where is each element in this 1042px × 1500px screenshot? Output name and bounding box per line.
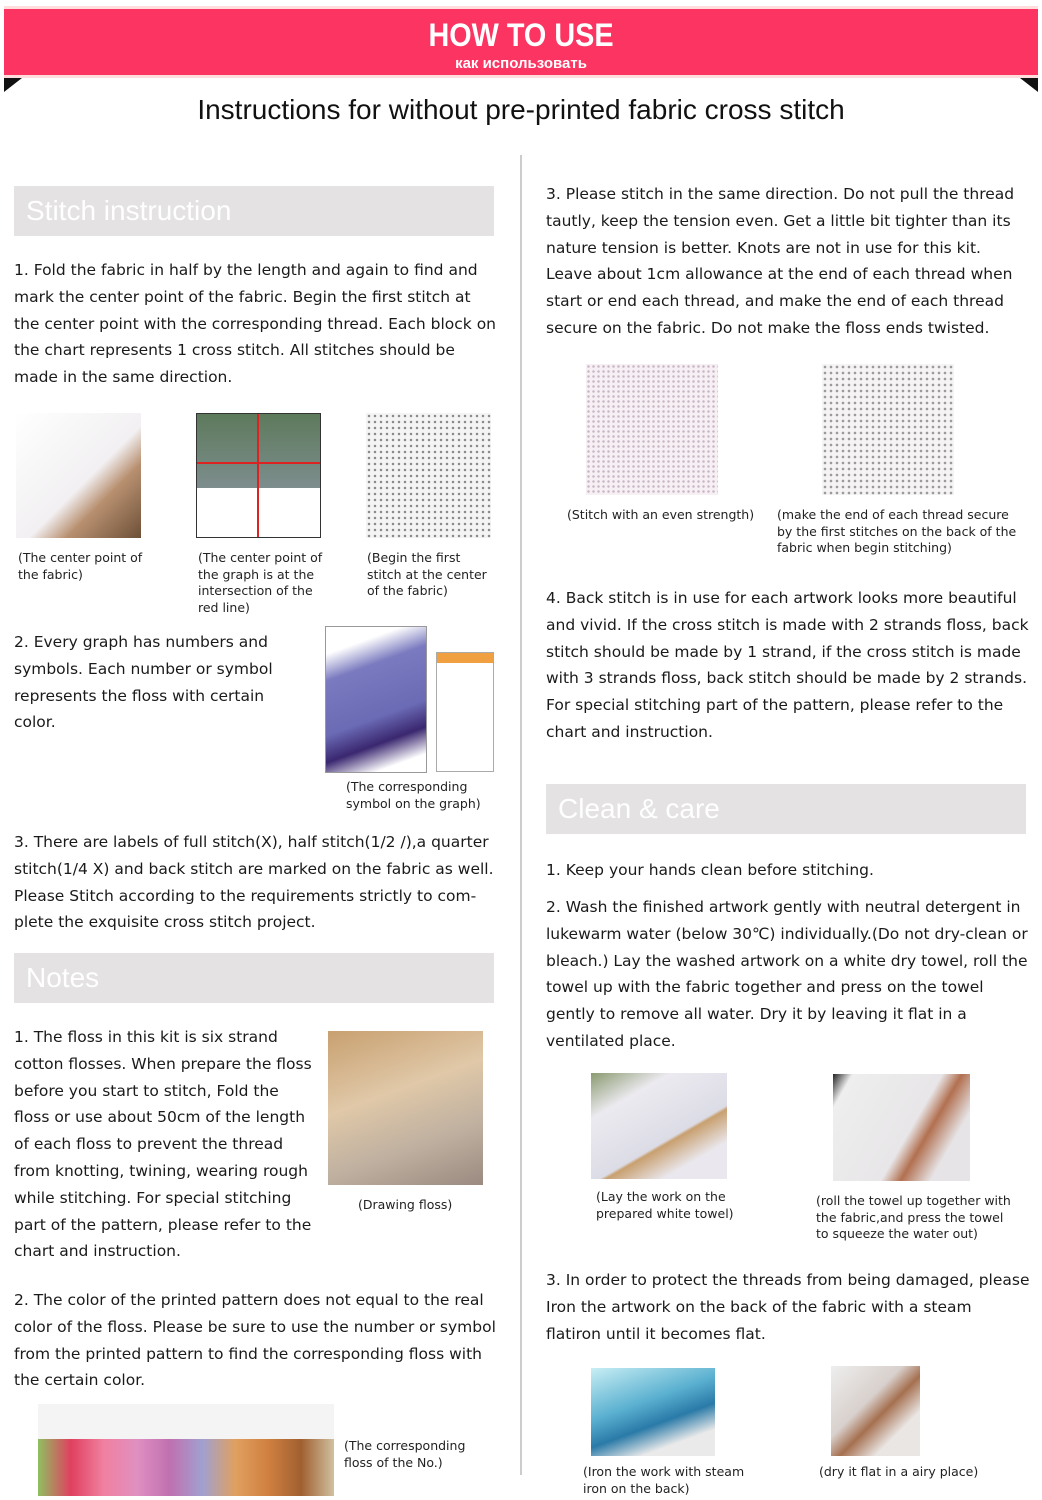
even-strength-photo bbox=[586, 364, 718, 495]
caption-secure-thread: (make the end of each thread secure by the first stitches on the back of the fabric when begin stitching) bbox=[777, 507, 1017, 555]
caption-even-strength: (Stitch with an even strength) bbox=[567, 507, 755, 522]
symbol-graph-image bbox=[325, 626, 427, 773]
caption-floss-number: (The corresponding floss of the No.) bbox=[344, 1438, 466, 1470]
caption-drawing-floss: (Drawing floss) bbox=[358, 1197, 453, 1212]
caption-iron: (Iron the work with steam iron on the back) bbox=[583, 1464, 745, 1496]
needle-fabric-photo bbox=[366, 413, 491, 538]
roll-towel-photo bbox=[833, 1074, 970, 1181]
caption-roll-towel: (roll the towel up together with the fabric,and press the towel to squeeze the water out) bbox=[816, 1193, 1011, 1241]
ribbon-fold-right bbox=[1020, 78, 1038, 92]
stitch-step-1: 1. Fold the fabric in half by the length and again to find and mark the center point of the fabric. Begin the first stitch at the center point with the corresponding thread. Each block on the chart represents 1 cross stitch. All stitches should be made in the same direction. bbox=[14, 261, 497, 387]
banner-subtitle: как использовать bbox=[455, 55, 587, 72]
symbol-key-table bbox=[436, 652, 494, 772]
ribbon-fold-left bbox=[4, 78, 22, 92]
caption-center-graph: (The center point of the graph is at the intersection of the red line) bbox=[198, 550, 323, 615]
notes-heading: Notes bbox=[14, 953, 494, 1003]
drawing-floss-photo bbox=[328, 1031, 483, 1185]
notes-step-1: 1. The floss in this kit is six strand cotton flosses. When prepare the floss before you start to stitch, Fold the floss or use about 50cm of the length of each floss to prevent the thread from knotting, twining, wearing rough while stitching. For special stitching part of the pattern, please refer to the chart and instruction. bbox=[14, 1028, 312, 1261]
column-divider bbox=[520, 155, 522, 1475]
header-banner bbox=[4, 6, 1038, 78]
secure-thread-photo bbox=[822, 364, 954, 495]
graph-center-image bbox=[196, 413, 321, 538]
stitch-step-3b: 3. Please stitch in the same direction. Do not pull the thread tautly, keep the tension even. Get a little bit tighter than its nature tension is better. Knots are not in use for this kit. Leave about 1cm allowance at the end of each thread when start or end each thread, and make the end of each thread secure on the fabric. Do not make the floss ends twisted. bbox=[546, 185, 1015, 337]
fabric-fold-photo bbox=[16, 413, 141, 538]
clean-step-1: 1. Keep your hands clean before stitching. bbox=[546, 861, 874, 879]
floss-numbers-photo bbox=[38, 1404, 334, 1496]
caption-lay-towel: (Lay the work on the prepared white towel) bbox=[596, 1189, 734, 1221]
caption-dry-flat: (dry it flat in a airy place) bbox=[819, 1464, 979, 1479]
clean-step-3: 3. In order to protect the threads from being damaged, please Iron the artwork on the back of the fabric with a steam flatiron until it becomes flat. bbox=[546, 1271, 1030, 1343]
stitch-instruction-heading: Stitch instruction bbox=[14, 186, 494, 236]
lay-towel-photo bbox=[591, 1073, 727, 1179]
banner-title: HOW TO USE bbox=[428, 17, 614, 53]
stitch-step-4: 4. Back stitch is in use for each artwork looks more beautiful and vivid. If the cross stitch is made with 2 strands floss, back stitch should be made by 1 strand, if the cross stitch is made with 3 strands floss, back stitch should be made by 2 strands. For special stitching part of the pattern, please refer to the chart and instruction. bbox=[546, 589, 1029, 741]
caption-center-fabric: (The center point of the fabric) bbox=[18, 550, 143, 582]
caption-begin-stitch: (Begin the first stitch at the center of the fabric) bbox=[367, 550, 487, 598]
dry-flat-photo bbox=[831, 1366, 920, 1456]
caption-symbol: (The corresponding symbol on the graph) bbox=[346, 779, 481, 811]
stitch-step-2: 2. Every graph has numbers and symbols. Each number or symbol represents the floss with certain color. bbox=[14, 633, 273, 732]
clean-care-heading: Clean & care bbox=[546, 784, 1026, 834]
iron-photo bbox=[591, 1368, 715, 1456]
stitch-step-3: 3. There are labels of full stitch(X), half stitch(1/2 /),a quarter stitch(1/4 X) and back stitch are marked on the fabric as well. Please Stitch according to the requirements strictly to com-plete the exquisite cross stitch project. bbox=[14, 833, 494, 932]
notes-step-2: 2. The color of the printed pattern does not equal to the real color of the floss. Please be sure to use the number or symbol from the printed pattern to find the corresponding floss with the certain color. bbox=[14, 1291, 496, 1390]
page-title: Instructions for without pre-printed fabric cross stitch bbox=[197, 94, 845, 125]
clean-step-2: 2. Wash the finished artwork gently with neutral detergent in lukewarm water (below 30℃) individually.(Do not dry-clean or bleach.) Lay the washed artwork on a white dry towel, roll the towel up with the fabric together and press on the towel gently to remove all water. Dry it by leaving it flat in a ventilated place. bbox=[546, 898, 1028, 1050]
